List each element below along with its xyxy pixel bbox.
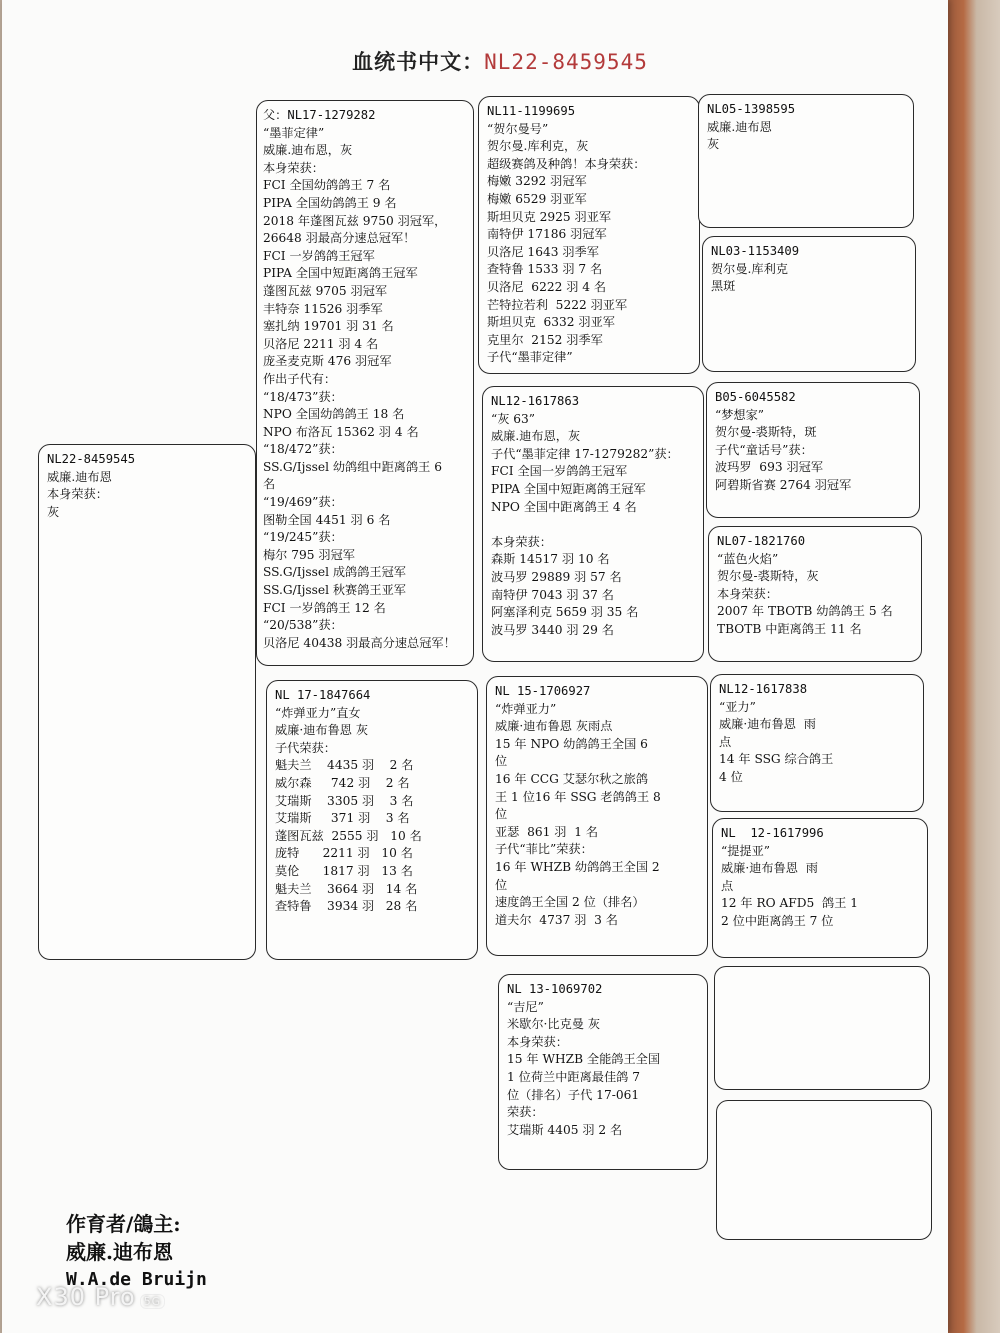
pedigree-line: “吉尼” <box>507 999 544 1014</box>
dam-sire-box <box>486 676 708 956</box>
pedigree-line: “20/538”获： <box>263 618 343 633</box>
pedigree-line: 名 <box>263 477 276 492</box>
pedigree-line: 子代“童话号”获： <box>715 442 813 457</box>
pedigree-line: 2007 年 TBOTB 幼鸽鸽王 5 名 <box>717 604 893 619</box>
pedigree-line: 本身荣获： <box>263 160 324 175</box>
pedigree-line: “炸弹亚力” <box>495 701 557 716</box>
pedigree-line: 威尔森 742 羽 2 名 <box>275 775 410 790</box>
pedigree-line: 魁夫兰 3664 羽 14 名 <box>275 881 418 896</box>
pedigree-line: 荣获： <box>507 1105 544 1120</box>
pedigree-line: 本身荣获： <box>491 534 552 549</box>
pedigree-line: “灰 63” <box>491 411 536 426</box>
pedigree-line: 南特伊 17186 羽冠军 <box>487 227 607 242</box>
pedigree-line: 芒特拉若利 5222 羽亚军 <box>487 297 628 312</box>
pedigree-line: 本身荣获： <box>47 487 108 502</box>
pedigree-line: 贺尔曼-裘斯特，斑 <box>715 425 817 440</box>
dam-dam-box <box>498 974 708 1170</box>
pedigree-line: 塞扎纳 19701 羽 31 名 <box>263 319 394 334</box>
pedigree-line: 威廉·迪布鲁恩 灰 <box>275 723 369 738</box>
pedigree-line: 威廉.迪布恩 <box>707 119 772 134</box>
pedigree-line: 子代“墨菲定律” <box>487 350 573 365</box>
pedigree-line: 灰 <box>47 504 60 519</box>
pedigree-line: 贝洛尼 2211 羽 4 名 <box>263 336 379 351</box>
pedigree-line: 威廉·迪布鲁恩 灰雨点 <box>495 719 613 734</box>
pedigree-line: 贝洛尼 1643 羽季军 <box>487 244 599 259</box>
pedigree-line: “19/469”获： <box>263 495 343 510</box>
pedigree-line: “亚力” <box>719 699 756 714</box>
pedigree-line: SS.G/Ijssel 秋赛鸽王亚军 <box>263 583 406 598</box>
pedigree-line: NL12-1617838 <box>719 682 808 696</box>
sire-sire-box <box>478 96 700 374</box>
pedigree-line: 丰特奈 11526 羽季军 <box>263 301 383 316</box>
pedigree-line: “18/473”获： <box>263 389 343 404</box>
pedigree-line: 14 年 SSG 综合鸽王 <box>719 752 834 767</box>
pedigree-line: 梅尔 795 羽冠军 <box>263 547 355 562</box>
pedigree-line: NL11-1199695 <box>487 104 576 118</box>
breeder-name: 威廉.迪布恩 <box>66 1240 173 1264</box>
title-number: NL22-8459545 <box>484 50 648 74</box>
pedigree-line: “蓝色火焰” <box>717 551 779 566</box>
pedigree-line: PIPA 全国中短距离鸽王冠军 <box>263 266 418 281</box>
pedigree-line: 作出子代有： <box>263 371 337 386</box>
pedigree-line: “18/472”获： <box>263 442 343 457</box>
pedigree-line: 图勒全国 4451 羽 6 名 <box>263 512 391 527</box>
pedigree-line: 克里尔 2152 羽季军 <box>487 332 603 347</box>
pedigree-line: 超级赛鸽及种鸽！本身荣获： <box>487 156 646 171</box>
pedigree-line: NL22-8459545 <box>47 452 136 466</box>
pedigree-line: 本身荣获： <box>507 1034 568 1049</box>
pedigree-line: 26648 羽最高分速总冠军！ <box>263 231 416 246</box>
pedigree-line: FCI 一岁鸽鸽王冠军 <box>263 248 375 263</box>
pedigree-line: 1 位荷兰中距离最佳鸽 7 <box>507 1069 640 1084</box>
pedigree-line: 15 年 NPO 幼鸽鸽王全国 6 <box>495 736 648 751</box>
pedigree-line: “19/245”获： <box>263 530 343 545</box>
pedigree-line: 位 <box>495 807 508 822</box>
sss-box <box>698 94 914 228</box>
pedigree-line: 波玛罗 693 羽冠军 <box>715 460 824 475</box>
pedigree-line: “墨菲定律” <box>263 125 325 140</box>
pedigree-line: 威廉·迪布鲁恩 雨 <box>721 861 818 876</box>
pedigree-line: 莫伦 1817 羽 13 名 <box>275 863 413 878</box>
pedigree-line: PIPA 全国幼鸽鸽王 9 名 <box>263 195 397 210</box>
subject-box <box>38 444 256 960</box>
pedigree-line: 点 <box>719 734 732 749</box>
dss-box <box>710 674 924 812</box>
pedigree-line: FCI 一岁鸽鸽王 12 名 <box>263 600 386 615</box>
pedigree-line: NL 12-1617996 <box>721 826 824 840</box>
pedigree-line: “梦想家” <box>715 407 765 422</box>
pedigree-line: NL 17-1847664 <box>275 688 371 702</box>
pedigree-line: NPO 全国中距离鸽王 4 名 <box>491 499 637 514</box>
pedigree-line: 贝洛尼 40438 羽最高分速总冠军！ <box>263 635 456 650</box>
pedigree-line: 魁夫兰 4435 羽 2 名 <box>275 758 414 773</box>
pedigree-line: 王 1 位16 年 SSG 老鸽鸽王 8 <box>495 789 661 804</box>
pedigree-line: B05-6045582 <box>715 390 796 404</box>
pedigree-line: FCI 全国一岁鸽鸽王冠军 <box>491 464 628 479</box>
breeder-block <box>66 1210 207 1294</box>
sire-dam-box <box>482 386 704 662</box>
pedigree-line: 2 位中距离鸽王 7 位 <box>721 913 834 928</box>
pedigree-line: 庞圣麦克斯 476 羽冠军 <box>263 354 392 369</box>
sdd-box <box>708 526 922 662</box>
pedigree-line: 梅嫩 6529 羽亚军 <box>487 191 587 206</box>
sire-box <box>256 100 474 666</box>
camera-model: X30 Pro <box>36 1283 136 1311</box>
pedigree-line: 查特鲁 1533 羽 7 名 <box>487 262 603 277</box>
pedigree-line: 米歇尔·比克曼 灰 <box>507 1017 601 1032</box>
pedigree-line: 贺尔曼-裘斯特，灰 <box>717 569 819 584</box>
pedigree-line: 位 <box>495 877 508 892</box>
pedigree-line: 威廉.迪布恩，灰 <box>263 143 353 158</box>
pedigree-line: “炸弹亚力”直女 <box>275 705 361 720</box>
dds-box <box>714 966 930 1090</box>
pedigree-line: NL03-1153409 <box>711 244 800 258</box>
binder-edge <box>948 0 1000 1333</box>
pedigree-line: 4 位 <box>719 769 743 784</box>
pedigree-line: 波马罗 29889 羽 57 名 <box>491 569 622 584</box>
pedigree-line: 艾瑞斯 3305 羽 3 名 <box>275 793 414 808</box>
pedigree-line: 斯坦贝克 2925 羽亚军 <box>487 209 612 224</box>
title-prefix: 血统书中文： <box>352 50 485 74</box>
pedigree-line: “贺尔曼号” <box>487 121 549 136</box>
pedigree-line: 波马罗 3440 羽 29 名 <box>491 622 614 637</box>
pedigree-line: NPO 全国幼鸽鸽王 18 名 <box>263 407 405 422</box>
pedigree-line: 斯坦贝克 6332 羽亚军 <box>487 315 615 330</box>
pedigree-line: 南特伊 7043 羽 37 名 <box>491 587 614 602</box>
pedigree-line: 子代“菲比”荣获： <box>495 842 593 857</box>
breeder-name-en: W.A.de Bruijn <box>66 1269 207 1290</box>
pedigree-line: NL 13-1069702 <box>507 982 603 996</box>
pedigree-line: 贺尔曼.库利克，灰 <box>487 139 589 154</box>
ddd-box <box>716 1100 932 1240</box>
pedigree-line: NL07-1821760 <box>717 534 806 548</box>
pedigree-line: 2018 年蓬图瓦兹 9750 羽冠军， <box>263 213 447 228</box>
ssd-box <box>702 236 916 372</box>
pedigree-line: PIPA 全国中短距离鸽王冠军 <box>491 481 646 496</box>
pedigree-line: 阿碧斯省赛 2764 羽冠军 <box>715 477 852 492</box>
pedigree-line: NL05-1398595 <box>707 102 796 116</box>
pedigree-line: 庞特 2211 羽 10 名 <box>275 846 413 861</box>
pedigree-line: 威廉.迪布恩，灰 <box>491 429 581 444</box>
pedigree-line: NL12-1617863 <box>491 394 580 408</box>
pedigree-line: 16 年 WHZB 幼鸽鸽王全国 2 <box>495 859 660 874</box>
pedigree-line: NPO 布洛瓦 15362 羽 4 名 <box>263 424 419 439</box>
pedigree-line: 艾瑞斯 4405 羽 2 名 <box>507 1122 623 1137</box>
pedigree-line: 森斯 14517 羽 10 名 <box>491 552 610 567</box>
pedigree-line: 黑斑 <box>711 279 736 294</box>
pedigree-line: 15 年 WHZB 全能鸽王全国 <box>507 1052 661 1067</box>
camera-badge: 5G <box>140 1294 166 1309</box>
pedigree-line: 艾瑞斯 371 羽 3 名 <box>275 811 410 826</box>
camera-watermark <box>36 1283 165 1311</box>
pedigree-line: 贝洛尼 6222 羽 4 名 <box>487 279 607 294</box>
pedigree-line: 蓬图瓦兹 9705 羽冠军 <box>263 283 388 298</box>
pedigree-line <box>491 516 695 534</box>
page-title <box>0 46 1000 76</box>
pedigree-line: 16 年 CCG 艾瑟尔秋之旅鸽 <box>495 771 649 786</box>
pedigree-line: 位（排名）子代 17-061 <box>507 1087 640 1102</box>
pedigree-line: 位 <box>495 754 508 769</box>
pedigree-line: 梅嫩 3292 羽冠军 <box>487 174 587 189</box>
pedigree-line: 查特鲁 3934 羽 28 名 <box>275 899 418 914</box>
pedigree-line: 本身荣获： <box>717 586 778 601</box>
pedigree-line: 威廉·迪布鲁恩 雨 <box>719 717 816 732</box>
pedigree-line: 蓬图瓦兹 2555 羽 10 名 <box>275 828 422 843</box>
pedigree-line: 速度鸽王全国 2 位（排名） <box>495 895 645 910</box>
pedigree-line: TBOTB 中距离鸽王 11 名 <box>717 621 862 636</box>
dam-box <box>266 680 478 960</box>
pedigree-line: 子代“墨菲定律 17-1279282”获： <box>491 446 679 461</box>
pedigree-line: 贺尔曼.库利克 <box>711 261 788 276</box>
pedigree-line: 道夫尔 4737 羽 3 名 <box>495 912 618 927</box>
pedigree-line: SS.G/Ijssel 幼鸽组中距离鸽王 6 <box>263 459 442 474</box>
pedigree-line: 父：NL17-1279282 <box>263 108 376 122</box>
pedigree-line: 亚瑟 861 羽 1 名 <box>495 824 599 839</box>
pedigree-line: “提提亚” <box>721 843 771 858</box>
pedigree-line: SS.G/Ijssel 成鸽鸽王冠军 <box>263 565 406 580</box>
breeder-heading: 作育者/鴿主: <box>66 1212 181 1236</box>
pedigree-line: NL 15-1706927 <box>495 684 591 698</box>
pedigree-line: 威廉.迪布恩 <box>47 469 112 484</box>
sds-box <box>706 382 920 518</box>
dsd-box <box>712 818 928 958</box>
pedigree-line: 阿塞泽利克 5659 羽 35 名 <box>491 605 639 620</box>
pedigree-line: 点 <box>721 878 734 893</box>
pedigree-line: FCI 全国幼鸽鸽王 7 名 <box>263 178 391 193</box>
pedigree-line: 12 年 RO AFD5 鸽王 1 <box>721 896 859 911</box>
pedigree-line: 灰 <box>707 137 720 152</box>
pedigree-line: 子代荣获： <box>275 740 336 755</box>
